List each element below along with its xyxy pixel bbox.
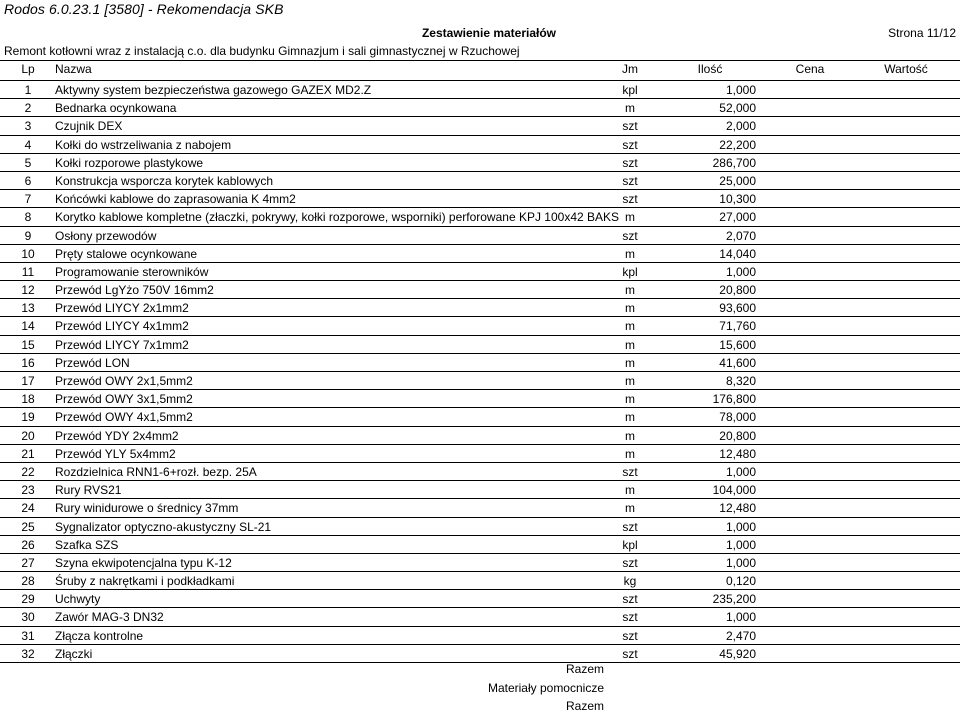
column-header-unit: Jm: [622, 62, 638, 76]
row-unit: m: [625, 301, 635, 316]
row-quantity: 15,600: [719, 337, 756, 352]
table-row: [0, 317, 960, 335]
row-name: Przewód LgYżo 750V 16mm2: [55, 283, 214, 298]
row-quantity: 1,000: [725, 464, 756, 479]
table-row: [0, 81, 960, 99]
row-unit: m: [625, 501, 635, 516]
row-unit: szt: [622, 555, 638, 570]
row-name: Przewód LIYCY 7x1mm2: [55, 337, 189, 352]
row-lp: 11: [21, 264, 35, 279]
row-name: Szyna ekwipotencjalna typu K-12: [55, 555, 232, 570]
row-quantity: 8,320: [725, 374, 756, 388]
row-lp: 14: [21, 319, 35, 334]
row-lp: 7: [24, 192, 32, 207]
row-lp: 2: [24, 101, 32, 116]
row-lp: 30: [21, 610, 35, 625]
table-row: [0, 154, 960, 172]
row-name: Zawór MAG-3 DN32: [55, 610, 164, 625]
table-row: [0, 208, 960, 226]
table-row: [0, 190, 960, 208]
row-lp: 27: [21, 555, 35, 570]
table-row: [0, 554, 960, 572]
column-header-name: Nazwa: [55, 62, 92, 76]
table-row: [0, 463, 960, 481]
table-row: [0, 136, 960, 154]
row-quantity: 20,800: [719, 428, 756, 443]
row-unit: m: [625, 428, 635, 443]
row-quantity: 1,000: [725, 83, 756, 97]
row-quantity: 45,920: [719, 646, 756, 661]
row-quantity: 1,000: [725, 610, 756, 625]
table-row: [0, 299, 960, 317]
row-name: Przewód YDY 2x4mm2: [55, 428, 179, 443]
row-name: Przewód YLY 5x4mm2: [55, 446, 176, 461]
table-header: [0, 62, 960, 79]
row-name: Uchwyty: [55, 592, 101, 607]
row-quantity: 235,200: [712, 592, 756, 607]
row-quantity: 10,300: [719, 192, 756, 207]
table-row: [0, 499, 960, 517]
row-name: Rury RVS21: [55, 483, 122, 498]
row-quantity: 286,700: [712, 155, 756, 170]
table-row: [0, 608, 960, 626]
row-lp: 4: [24, 137, 32, 152]
row-quantity: 71,760: [719, 319, 756, 334]
table-row: [0, 172, 960, 190]
table-row: [0, 645, 960, 663]
row-quantity: 27,000: [719, 210, 756, 225]
table-row: [0, 245, 960, 263]
row-quantity: 52,000: [719, 101, 756, 116]
row-quantity: 1,000: [725, 264, 756, 279]
row-name: Przewód OWY 3x1,5mm2: [55, 392, 193, 407]
summary-grand-total-label: Razem: [565, 699, 604, 713]
row-name: Przewód LIYCY 4x1mm2: [55, 319, 189, 334]
table-row: [0, 518, 960, 536]
report-title: Zestawienie materiałów: [421, 26, 557, 40]
row-lp: 20: [21, 428, 35, 443]
column-header-lp: Lp: [21, 62, 35, 76]
materials-table-body: [0, 81, 960, 663]
row-name: Kołki rozporowe plastykowe: [55, 155, 204, 170]
row-unit: m: [625, 392, 635, 407]
row-unit: kpl: [622, 537, 638, 552]
row-unit: kg: [623, 574, 637, 589]
row-unit: m: [625, 355, 635, 370]
row-lp: 28: [21, 574, 35, 589]
row-lp: 1: [24, 83, 32, 97]
row-unit: szt: [622, 155, 638, 170]
row-unit: m: [625, 246, 635, 261]
table-row: [0, 372, 960, 390]
row-lp: 16: [21, 355, 35, 370]
row-quantity: 1,000: [725, 519, 756, 534]
row-lp: 22: [21, 464, 35, 479]
row-name: Czujnik DEX: [55, 119, 123, 134]
row-unit: szt: [622, 646, 638, 661]
row-name: Konstrukcja wsporcza korytek kablowych: [55, 173, 274, 188]
row-quantity: 2,000: [725, 119, 756, 134]
row-quantity: 2,470: [725, 628, 756, 643]
table-row: [0, 590, 960, 608]
row-lp: 31: [21, 628, 35, 643]
row-name: Przewód OWY 2x1,5mm2: [55, 374, 193, 388]
row-lp: 24: [21, 501, 35, 516]
row-name: Przewód OWY 4x1,5mm2: [55, 410, 193, 425]
row-name: Pręty stalowe ocynkowane: [55, 246, 198, 261]
row-lp: 10: [21, 246, 35, 261]
table-row: [0, 99, 960, 117]
row-lp: 18: [21, 392, 35, 407]
project-name: Remont kotłowni wraz z instalacją c.o. dla budynku Gimnazjum i sali gimnastycznej w Rzuchowej: [4, 44, 520, 58]
row-lp: 21: [21, 446, 35, 461]
row-lp: 13: [21, 301, 35, 316]
row-name: Rozdzielnica RNN1-6+rozł. bezp. 25A: [55, 464, 257, 479]
row-name: Przewód LIYCY 2x1mm2: [55, 301, 189, 316]
row-unit: kpl: [622, 83, 638, 97]
row-unit: szt: [622, 519, 638, 534]
row-name: Złącza kontrolne: [55, 628, 144, 643]
table-row: [0, 572, 960, 590]
row-quantity: 20,800: [719, 283, 756, 298]
row-lp: 17: [21, 374, 35, 388]
row-name: Programowanie sterowników: [55, 264, 209, 279]
row-unit: szt: [622, 173, 638, 188]
row-unit: szt: [622, 119, 638, 134]
row-quantity: 12,480: [719, 446, 756, 461]
row-lp: 9: [24, 228, 32, 243]
row-quantity: 41,600: [719, 355, 756, 370]
row-lp: 19: [21, 410, 35, 425]
row-unit: m: [625, 283, 635, 298]
row-lp: 3: [24, 119, 32, 134]
table-row: [0, 281, 960, 299]
table-row: [0, 445, 960, 463]
row-quantity: 25,000: [719, 173, 756, 188]
row-unit: m: [625, 410, 635, 425]
row-name: Aktywny system bezpieczeństwa gazowego GAZEX MD2.Z: [55, 83, 372, 97]
row-quantity: 14,040: [719, 246, 756, 261]
table-row: [0, 263, 960, 281]
table-row: [0, 481, 960, 499]
row-name: Rury winidurowe o średnicy 37mm: [55, 501, 239, 516]
row-lp: 25: [21, 519, 35, 534]
row-name: Złączki: [55, 646, 93, 661]
column-header-quantity: Ilość: [697, 62, 723, 76]
table-row: [0, 536, 960, 554]
header-rule-top: [0, 60, 960, 61]
table-row: [0, 627, 960, 645]
row-name: Śruby z nakrętkami i podkładkami: [55, 574, 235, 589]
row-unit: m: [625, 483, 635, 498]
row-quantity: 2,070: [725, 228, 756, 243]
row-name: Szafka SZS: [55, 537, 119, 552]
table-row: [0, 390, 960, 408]
row-quantity: 22,200: [719, 137, 756, 152]
summary-total-label: Razem: [565, 662, 604, 676]
row-lp: 26: [21, 537, 35, 552]
row-unit: szt: [622, 628, 638, 643]
row-lp: 32: [21, 646, 35, 661]
row-lp: 29: [21, 592, 35, 607]
table-row: [0, 117, 960, 135]
row-unit: m: [625, 337, 635, 352]
row-quantity: 12,480: [719, 501, 756, 516]
row-unit: m: [625, 101, 635, 116]
row-unit: m: [625, 210, 635, 225]
row-name: Kołki do wstrzeliwania z nabojem: [55, 137, 232, 152]
table-row: [0, 354, 960, 372]
row-unit: szt: [622, 464, 638, 479]
row-name: Bednarka ocynkowana: [55, 101, 177, 116]
column-header-value: Wartość: [884, 62, 928, 76]
row-quantity: 176,800: [712, 392, 756, 407]
row-unit: szt: [622, 592, 638, 607]
row-name: Końcówki kablowe do zaprasowania K 4mm2: [55, 192, 296, 207]
row-name: Osłony przewodów: [55, 228, 157, 243]
row-name: Przewód LON: [55, 355, 130, 370]
row-unit: szt: [622, 228, 638, 243]
summary-aux-materials-label: Materiały pomocnicze: [487, 681, 604, 695]
table-row: [0, 336, 960, 354]
row-unit: kpl: [622, 264, 638, 279]
table-row: [0, 427, 960, 445]
row-lp: 6: [24, 173, 32, 188]
table-row: [0, 227, 960, 245]
row-unit: szt: [622, 137, 638, 152]
row-quantity: 104,000: [712, 483, 756, 498]
row-name: Sygnalizator optyczno-akustyczny SL-21: [55, 519, 272, 534]
row-quantity: 1,000: [725, 537, 756, 552]
row-unit: szt: [622, 192, 638, 207]
row-lp: 5: [24, 155, 32, 170]
row-quantity: 93,600: [719, 301, 756, 316]
row-unit: m: [625, 319, 635, 334]
row-lp: 8: [24, 210, 32, 225]
row-unit: m: [625, 374, 635, 388]
row-quantity: 0,120: [725, 574, 756, 589]
app-title: Rodos 6.0.23.1 [3580] - Rekomendacja SKB: [4, 1, 284, 17]
row-unit: szt: [622, 610, 638, 625]
row-lp: 12: [21, 283, 35, 298]
page-number: Strona 11/12: [888, 26, 956, 40]
row-quantity: 78,000: [719, 410, 756, 425]
row-lp: 15: [21, 337, 35, 352]
row-unit: m: [625, 446, 635, 461]
row-quantity: 1,000: [725, 555, 756, 570]
column-header-price: Cena: [795, 62, 825, 76]
table-row: [0, 408, 960, 426]
row-lp: 23: [21, 483, 35, 498]
row-name: Korytko kablowe kompletne (złaczki, pokrywy, kołki rozporowe, wsporniki) perforowane KPJ 100x42 BAKS: [55, 210, 620, 225]
